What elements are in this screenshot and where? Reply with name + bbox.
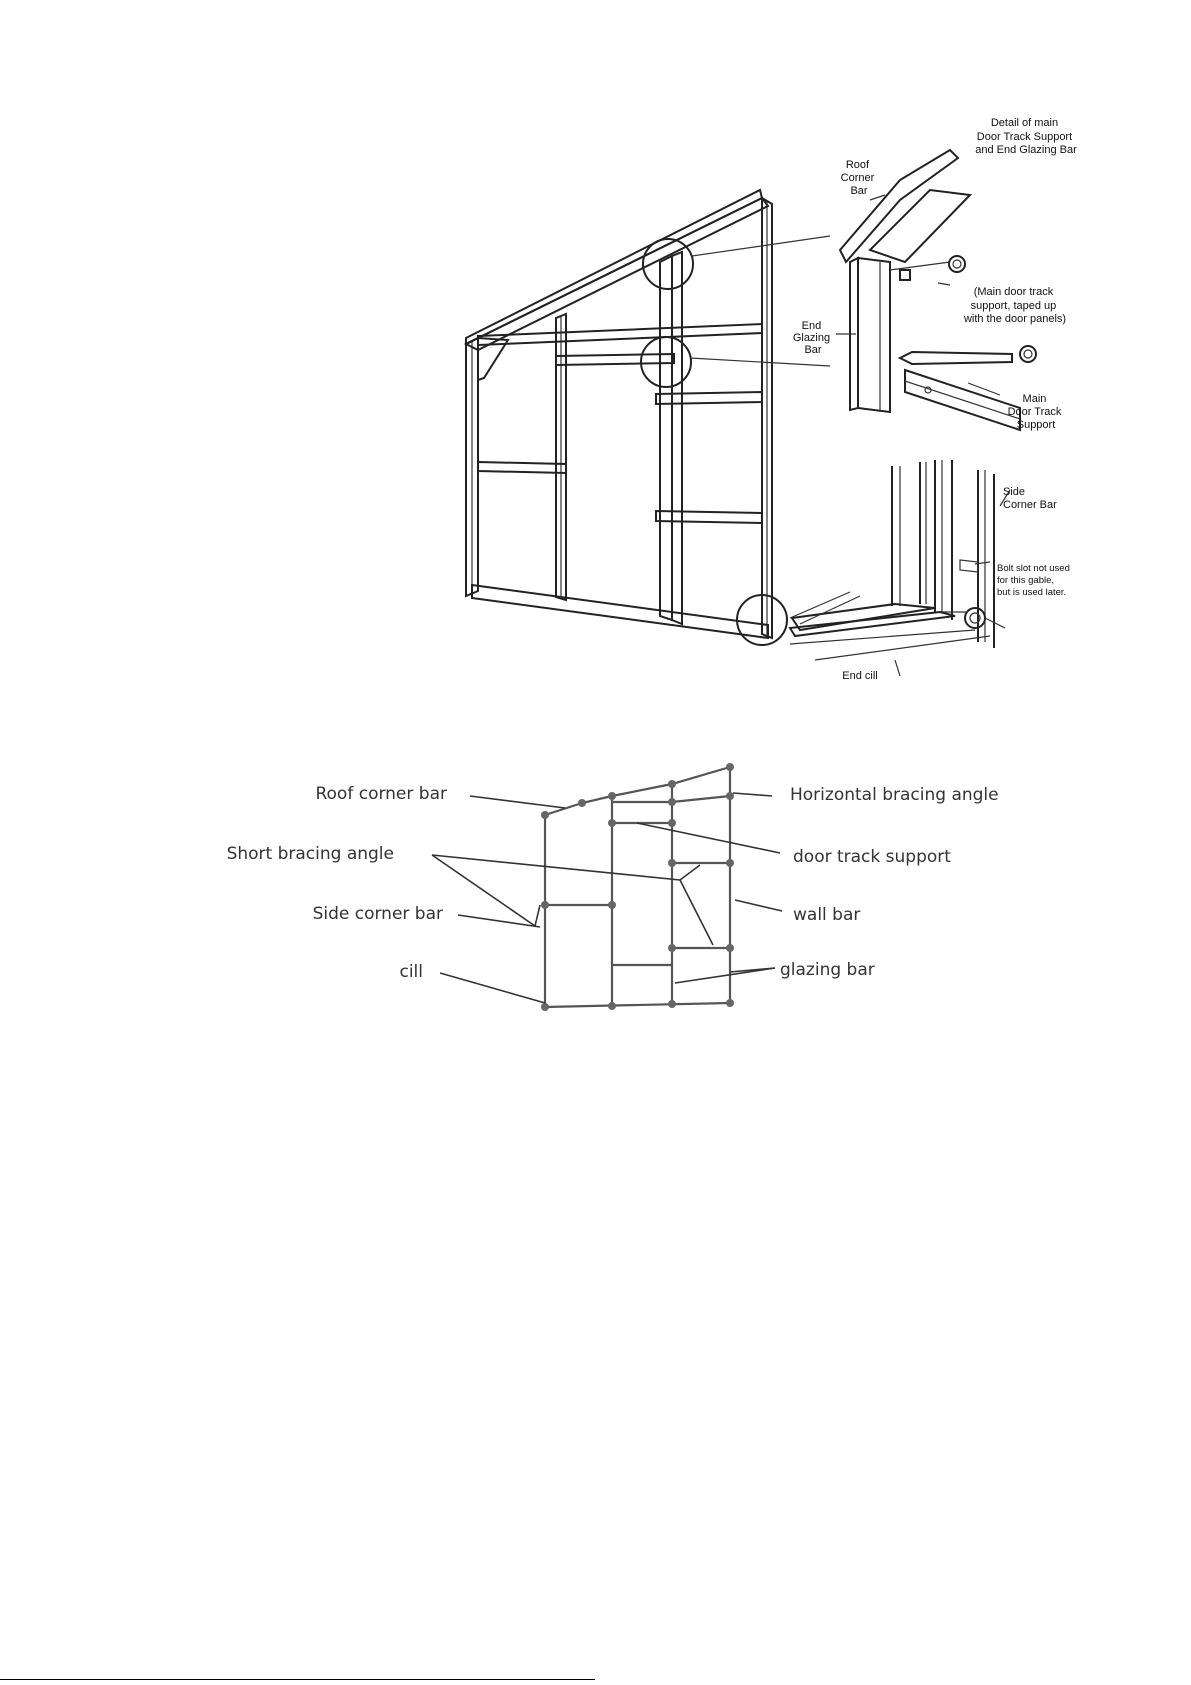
main-door-track-note: (Main door track support, taped up with the door panels) (963, 286, 1067, 325)
end-cill-label: End cill (842, 670, 878, 682)
wall-bar-label: wall bar (793, 905, 861, 925)
roof-corner-bar-label-2: Roof corner bar (315, 784, 447, 804)
gable-wireframe-diagram (432, 763, 782, 1011)
glazing-bar-label: glazing bar (780, 960, 875, 980)
horizontal-bracing-angle-label: Horizontal bracing angle (790, 785, 999, 805)
detail-title: Detail of main Door Track Support and End Glazing Bar (975, 117, 1077, 156)
cill-label: cill (399, 962, 423, 982)
side-corner-bar-detail-label: Side Corner Bar (1003, 486, 1057, 511)
wireframe-joints (541, 763, 734, 1011)
bolt-slot-note: Bolt slot not used for this gable, but is used later. (997, 563, 1070, 598)
roof-corner-bar-label: Roof Corner Bar (840, 159, 875, 197)
detail-side-corner-bar-drawing (790, 460, 1010, 676)
side-corner-bar-label-2: Side corner bar (312, 904, 443, 924)
door-track-support-label: door track support (793, 847, 951, 867)
end-glazing-bar-label: End Glazing Bar (792, 320, 831, 356)
gable-frame-drawing (466, 190, 830, 645)
footer-rule (0, 1679, 595, 1680)
main-door-track-support-label: Main Door Track Support (1007, 393, 1062, 431)
short-bracing-angle-label: Short bracing angle (226, 844, 394, 864)
